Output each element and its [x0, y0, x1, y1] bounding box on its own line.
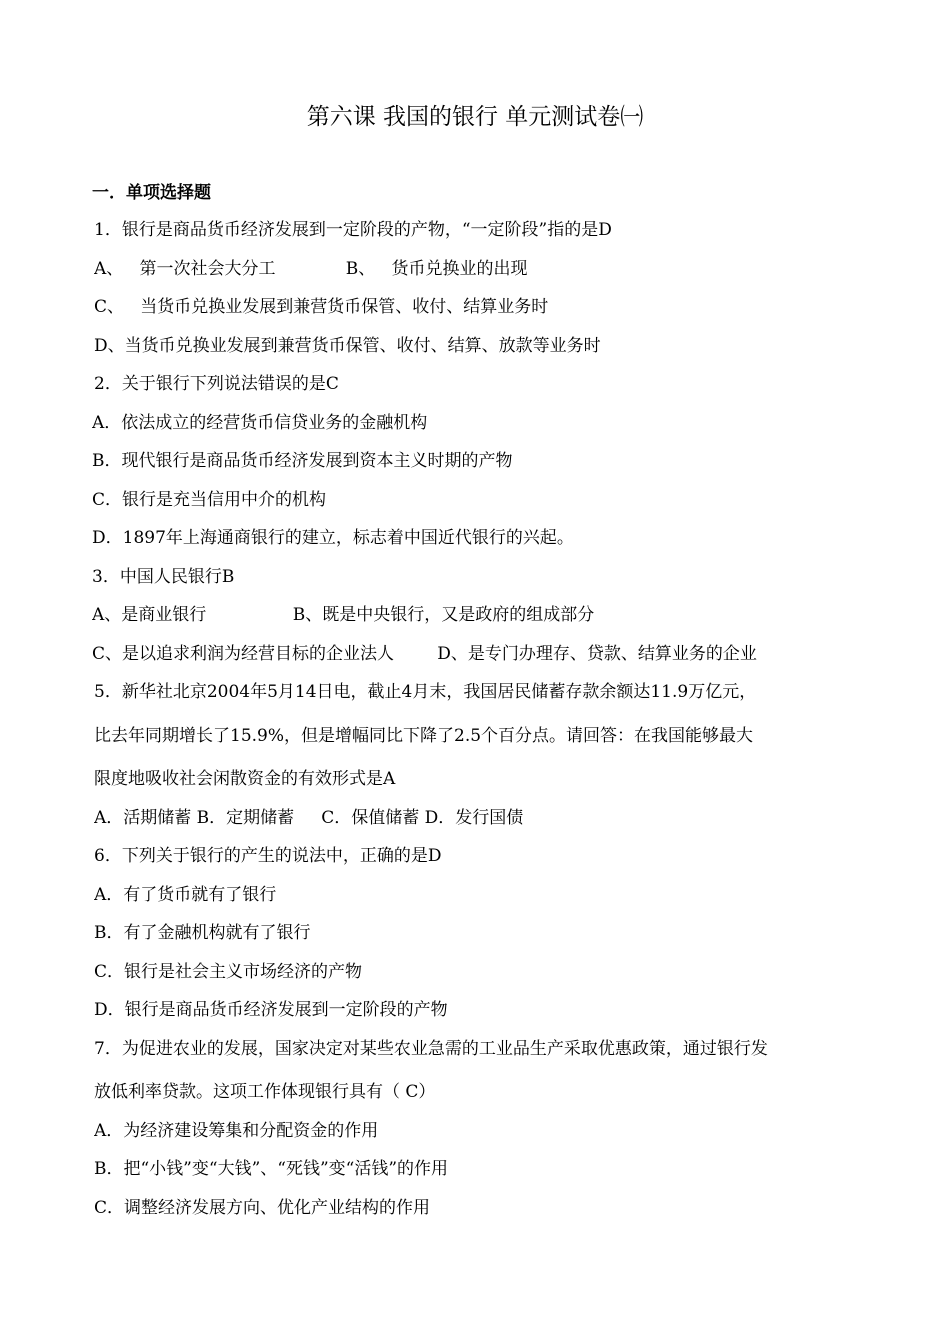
question-7-option-a: A．为经济建设筹集和分配资金的作用: [94, 1121, 379, 1141]
question-6-option-a: A．有了货币就有了银行: [94, 885, 277, 905]
question-5-line-1: 5．新华社北京2004年5月14日电，截止4月末，我国居民储蓄存款余额达11.9万亿元，: [94, 682, 757, 702]
question-6: 6．下列关于银行的产生的说法中，正确的是D: [94, 846, 442, 866]
question-5-line-3: 限度地吸收社会闲散资金的有效形式是A: [94, 769, 396, 789]
question-1: 1．银行是商品货币经济发展到一定阶段的产物，“一定阶段”指的是D: [94, 220, 612, 240]
section-heading: 一．单项选择题: [92, 183, 211, 203]
question-7-line-1: 7．为促进农业的发展，国家决定对某些农业急需的工业品生产采取优惠政策，通过银行发: [94, 1039, 768, 1059]
question-2-option-c: C．银行是充当信用中介的机构: [92, 490, 327, 510]
question-5-options: A．活期储蓄 B．定期储蓄 C．保值储蓄 D．发行国债: [94, 808, 524, 828]
question-5-line-2: 比去年同期增长了15.9%，但是增幅同比下降了2.5个百分点。请回答：在我国能够最大: [94, 726, 754, 746]
question-2-option-b: B．现代银行是商品货币经济发展到资本主义时期的产物: [92, 451, 513, 471]
question-3-options-cd: C、是以追求利润为经营目标的企业法人 D、是专门办理存、贷款、结算业务的企业: [92, 644, 757, 664]
question-3-options-ab: A、是商业银行 B、既是中央银行，又是政府的组成部分: [92, 605, 595, 625]
question-1-options-ab: A、 第一次社会大分工 B、 货币兑换业的出现: [94, 259, 528, 279]
question-7-option-c: C．调整经济发展方向、优化产业结构的作用: [94, 1198, 431, 1218]
question-7-option-b: B．把“小钱”变“大钱”、“死钱”变“活钱”的作用: [94, 1159, 449, 1179]
question-2: 2．关于银行下列说法错误的是C: [94, 374, 339, 394]
question-2-option-a: A．依法成立的经营货币信贷业务的金融机构: [92, 413, 428, 433]
document-title: 第六课 我国的银行 单元测试卷㈠: [306, 104, 644, 130]
question-6-option-b: B．有了金融机构就有了银行: [94, 923, 311, 943]
question-1-option-d: D、当货币兑换业发展到兼营货币保管、收付、结算、放款等业务时: [94, 336, 601, 356]
question-6-option-c: C．银行是社会主义市场经济的产物: [94, 962, 363, 982]
question-1-option-c: C、 当货币兑换业发展到兼营货币保管、收付、结算业务时: [94, 297, 549, 317]
question-6-option-d: D．银行是商品货币经济发展到一定阶段的产物: [94, 1000, 448, 1020]
question-2-option-d: D．1897年上海通商银行的建立，标志着中国近代银行的兴起。: [92, 528, 574, 548]
question-7-line-2: 放低利率贷款。这项工作体现银行具有（ C）: [94, 1082, 436, 1102]
question-3: 3．中国人民银行B: [92, 567, 235, 587]
